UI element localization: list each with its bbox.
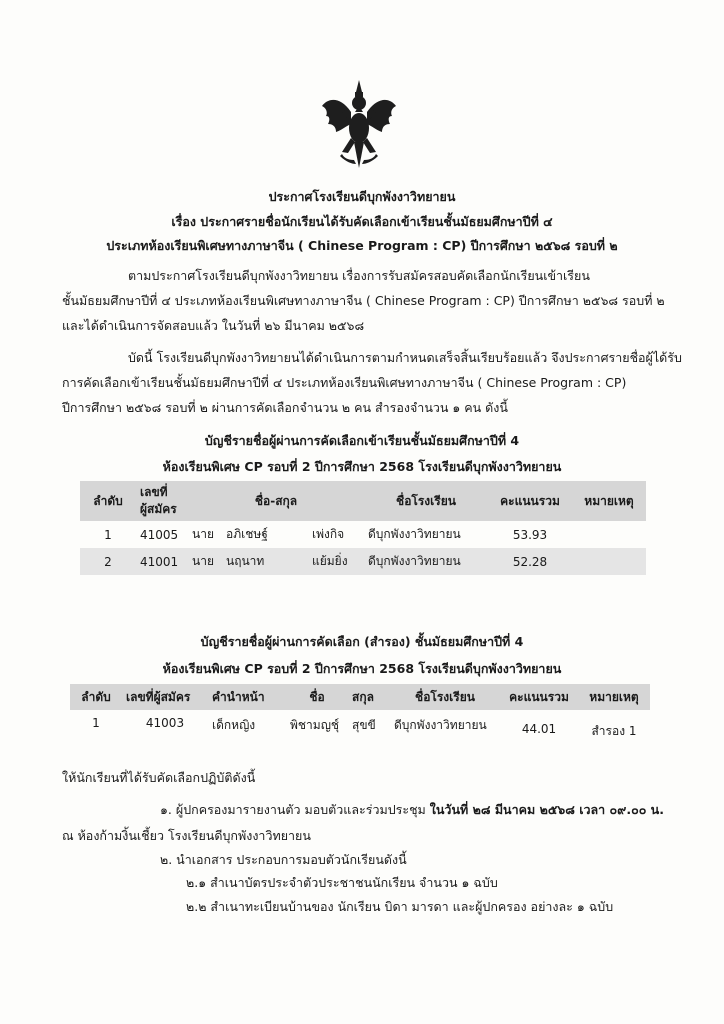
- paragraph1-line1: ตามประกาศโรงเรียนดีบุกพังงาวิทยายน เรื่องการรับสมัครสอบคัดเลือกนักเรียนเข้าเรียน: [128, 268, 590, 283]
- col-header-first-name: ชื่อ: [309, 689, 325, 704]
- cell-first-name: นฤนาท: [222, 548, 308, 575]
- col-header-name: ชื่อ-สกุล: [254, 493, 298, 508]
- cell-school: ดีบุกพังงาวิทยายน: [394, 718, 487, 732]
- reserve-students-table: [70, 684, 650, 756]
- col-header-app-no-line2: ผู้สมัคร: [140, 502, 177, 516]
- col-header-score: คะแนนรวม: [509, 689, 569, 704]
- cell-score: 53.93: [512, 527, 548, 542]
- col-header-school: ชื่อโรงเรียน: [415, 689, 475, 704]
- cell-title: นาย: [188, 548, 222, 575]
- table2-subtitle: ห้องเรียนพิเศษ CP รอบที่ 2 ปีการศึกษา 2568 โรงเรียนดีบุกพังงาวิทยายน: [162, 661, 562, 676]
- col-header-remark: หมายเหตุ: [589, 689, 639, 704]
- cell-remark: [572, 521, 646, 548]
- cell-app-no: 41003: [145, 716, 185, 730]
- cell-score: 52.28: [488, 548, 572, 575]
- announcement-subject: เรื่อง ประกาศรายชื่อนักเรียนได้รับคัดเลือกเข้าเรียนชั้นมัธยมศึกษาปีที่ ๔: [171, 214, 553, 229]
- cell-school: ดีบุกพังงาวิทยายน: [368, 527, 461, 541]
- col-header-no: ลำดับ: [93, 493, 123, 508]
- col-header-last-name: สกุล: [352, 689, 374, 704]
- cell-remark: [572, 548, 646, 575]
- paragraph2-line3: ปีการศึกษา ๒๕๖๘ รอบที่ ๒ ผ่านการคัดเลือกจำนวน ๒ คน สำรองจำนวน ๑ คน ดังนี้: [62, 400, 508, 415]
- announcement-issuer: ประกาศโรงเรียนดีบุกพังงาวิทยายน: [268, 189, 456, 204]
- cell-no: 1: [92, 716, 100, 730]
- table1-subtitle: ห้องเรียนพิเศษ CP รอบที่ 2 ปีการศึกษา 2568 โรงเรียนดีบุกพังงาวิทยายน: [162, 459, 562, 474]
- cell-no: 1: [104, 527, 112, 542]
- instruction-item2-1: ๒.๑ สำเนาบัตรประจำตัวประชาชนนักเรียน จำนวน ๑ ฉบับ: [186, 875, 498, 890]
- paragraph2-line2: การคัดเลือกเข้าเรียนชั้นมัธยมศึกษาปีที่ ๔ ประเภทห้องเรียนพิเศษทางภาษาจีน ( Chinese Program : CP): [62, 375, 627, 390]
- instructions-intro: ให้นักเรียนที่ได้รับคัดเลือกปฏิบัติดังนี้: [62, 770, 256, 785]
- garuda-emblem-icon: [318, 78, 400, 174]
- col-header-no: ลำดับ: [81, 689, 111, 704]
- cell-remark: สำรอง 1: [591, 724, 637, 738]
- instruction-item1-date: ในวันที่ ๒๘ มีนาคม ๒๕๖๘ เวลา ๐๙.๐๐ น.: [429, 802, 664, 817]
- cell-last-name: แย้มยิ่ง: [308, 548, 364, 575]
- table-header-row: [70, 684, 650, 710]
- table-row: [80, 548, 646, 575]
- cell-app-no: 41001: [136, 548, 188, 575]
- col-header-app-no: [136, 481, 188, 521]
- cell-first-name: อภิเชษฐ์: [226, 527, 268, 541]
- col-header-school: ชื่อโรงเรียน: [396, 493, 456, 508]
- instruction-item2: ๒. นำเอกสาร ประกอบการมอบตัวนักเรียนดังนี้: [160, 852, 407, 867]
- table1-title: บัญชีรายชื่อผู้ผ่านการคัดเลือกเข้าเรียนชั้นมัธยมศึกษาปีที่ 4: [204, 433, 520, 448]
- cell-last-name: เพ่งกิจ: [312, 527, 345, 541]
- paragraph1-line3: และได้ดำเนินการจัดสอบแล้ว ในวันที่ ๒๖ มีนาคม ๒๕๖๘: [62, 318, 365, 333]
- col-header-prefix: คำนำหน้า: [212, 689, 265, 704]
- cell-score: 44.01: [521, 722, 557, 736]
- table-row: [80, 521, 646, 548]
- table-header-row: [80, 481, 646, 521]
- instruction-item1-text: ๑. ผู้ปกครองมารายงานตัว มอบตัวและร่วมประชุม: [160, 802, 430, 817]
- announcement-program: ประเภทห้องเรียนพิเศษทางภาษาจีน ( Chinese Program : CP) ปีการศึกษา ๒๕๖๘ รอบที่ ๒: [106, 238, 618, 253]
- cell-first-name: พิชามญชุ์: [290, 718, 340, 732]
- table2-title: บัญชีรายชื่อผู้ผ่านการคัดเลือก (สำรอง) ชั้นมัธยมศึกษาปีที่ 4: [200, 634, 524, 649]
- instruction-item1-location: ณ ห้องก้ามงิ้นเชี้ยว โรงเรียนดีบุกพังงาวิทยายน: [62, 828, 311, 843]
- cell-prefix: เด็กหญิง: [212, 718, 256, 732]
- col-header-app-no: เลขที่ผู้สมัคร: [126, 689, 191, 704]
- paragraph1-line2: ชั้นมัธยมศึกษาปีที่ ๔ ประเภทห้องเรียนพิเศษทางภาษาจีน ( Chinese Program : CP) ปีการศึกษา ๒๕๖๘ รอบที่ ๒: [62, 293, 665, 308]
- paragraph2-line1: บัดนี้ โรงเรียนดีบุกพังงาวิทยายนได้ดำเนินการตามกำหนดเสร็จสิ้นเรียบร้อยแล้ว จึงประกาศรายชื่อผู้ได้รับ: [128, 350, 682, 365]
- instruction-item2-2: ๒.๒ สำเนาทะเบียนบ้านของ นักเรียน บิดา มารดา และผู้ปกครอง อย่างละ ๑ ฉบับ: [186, 899, 614, 914]
- col-header-remark: หมายเหตุ: [584, 493, 634, 508]
- selected-students-table: [80, 481, 646, 575]
- cell-no: 2: [80, 548, 136, 575]
- table-row: [70, 710, 650, 756]
- cell-title: นาย: [192, 527, 214, 541]
- cell-school: ดีบุกพังงาวิทยายน: [364, 548, 488, 575]
- cell-app-no: 41005: [140, 527, 179, 542]
- col-header-app-no-line1: เลขที่: [140, 485, 168, 499]
- cell-last-name: สุขขี: [352, 718, 376, 732]
- instruction-item1: [160, 800, 664, 820]
- col-header-score: คะแนนรวม: [500, 493, 560, 508]
